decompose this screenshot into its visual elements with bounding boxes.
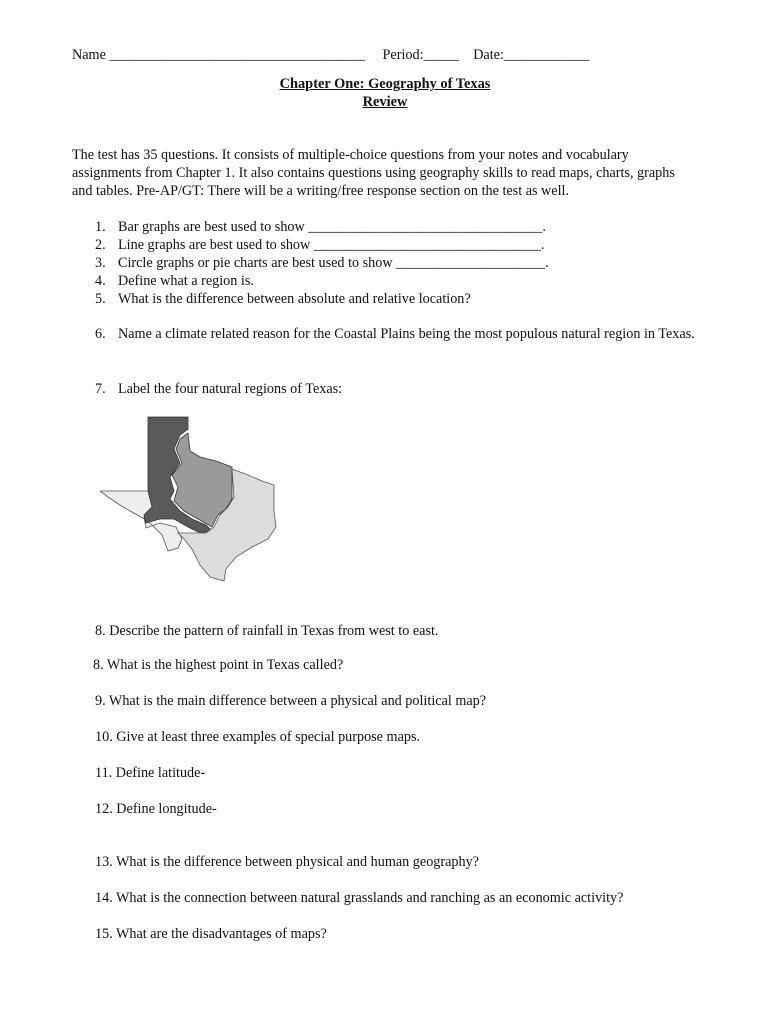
question-4: 4. Define what a region is.: [95, 273, 254, 289]
question-5: 5. What is the difference between absolute and relative location?: [95, 291, 471, 307]
intro-paragraph: The test has 35 questions. It consists of multiple-choice questions from your notes and vocabulary assignments from Chapter 1. It also contains questions using geography skills to read maps, charts, graphs and tables. Pre-AP/GT: There will be a writing/free response section on the test as well.: [72, 147, 675, 199]
question-11: 11. Define latitude-: [95, 765, 206, 781]
period-blank: _____: [423, 47, 459, 63]
date-label: Date:: [473, 47, 504, 63]
question-8b: 8. What is the highest point in Texas called?: [93, 657, 344, 673]
question-9: 9. What is the main difference between a physical and political map?: [95, 693, 487, 709]
page-subtitle: Review: [362, 94, 408, 110]
page-title: Chapter One: Geography of Texas: [279, 76, 491, 92]
texas-regions-map: [100, 415, 280, 585]
header-line: [72, 47, 589, 64]
question-12: 12. Define longitude-: [95, 801, 217, 817]
question-8a: 8. Describe the pattern of rainfall in Texas from west to east.: [95, 623, 439, 639]
date-blank: ____________: [503, 47, 590, 63]
question-2: 2. Line graphs are best used to show ________________________________.: [95, 237, 545, 253]
period-label: Period:: [382, 47, 424, 63]
question-14: 14. What is the connection between natural grasslands and ranching as an economic activity?: [95, 890, 624, 906]
question-15: 15. What are the disadvantages of maps?: [95, 926, 327, 942]
question-7: 7. Label the four natural regions of Texas:: [95, 381, 343, 397]
question-6: 6. Name a climate related reason for the Coastal Plains being the most populous natural region in Texas.: [95, 326, 695, 342]
question-1: 1. Bar graphs are best used to show _________________________________.: [95, 219, 546, 235]
question-3: 3. Circle graphs or pie charts are best used to show _____________________.: [95, 255, 549, 271]
name-label: Name: [72, 47, 106, 63]
name-blank: ____________________________________: [109, 47, 365, 63]
question-13: 13. What is the difference between physical and human geography?: [95, 854, 479, 870]
question-10: 10. Give at least three examples of special purpose maps.: [95, 729, 421, 745]
